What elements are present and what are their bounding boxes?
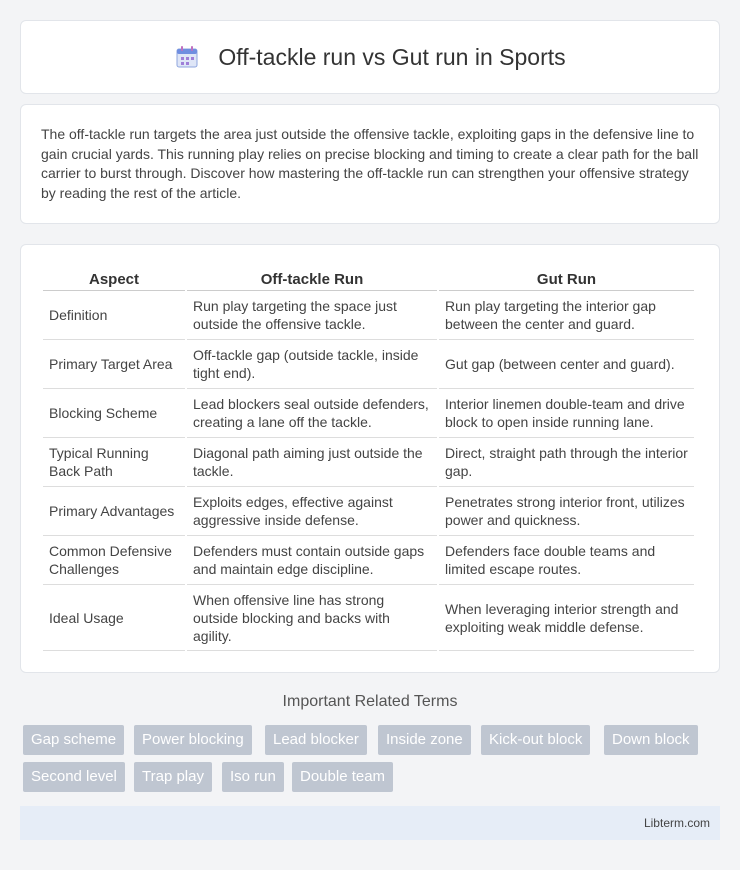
table-cell: Diagonal path aiming just outside the tackle.	[187, 438, 437, 487]
table-cell: Definition	[43, 291, 185, 340]
tag-second-level[interactable]: Second level	[23, 762, 125, 792]
header-gut: Gut Run	[439, 265, 694, 291]
tag-down-block[interactable]: Down block	[604, 725, 698, 755]
table-row	[43, 487, 694, 536]
table-cell: Common Defensive Challenges	[43, 536, 185, 585]
table-cell: Ideal Usage	[43, 585, 185, 651]
footer-link[interactable]: Libterm.com	[643, 816, 710, 830]
table-cell: Blocking Scheme	[43, 389, 185, 438]
table-cell: Direct, straight path through the interior gap.	[439, 438, 694, 487]
table-row	[43, 438, 694, 487]
table-cell: Interior linemen double-team and drive block to open inside running lane.	[439, 389, 694, 438]
table-header-row	[43, 265, 694, 291]
table-cell: Defenders face double teams and limited escape routes.	[439, 536, 694, 585]
header-aspect: Aspect	[43, 265, 185, 291]
header	[174, 44, 565, 71]
table-cell: Exploits edges, effective against aggressive inside defense.	[187, 487, 437, 536]
table-cell: Defenders must contain outside gaps and maintain edge discipline.	[187, 536, 437, 585]
tag-power-blocking[interactable]: Power blocking	[134, 725, 252, 755]
table-cell: Primary Target Area	[43, 340, 185, 389]
tag-iso-run[interactable]: Iso run	[222, 762, 284, 792]
table-row	[43, 389, 694, 438]
table-cell: Run play targeting the interior gap between the center and guard.	[439, 291, 694, 340]
table-cell: When leveraging interior strength and exploiting weak middle defense.	[439, 585, 694, 651]
footer	[20, 806, 720, 840]
table-cell: Primary Advantages	[43, 487, 185, 536]
tag-trap-play[interactable]: Trap play	[134, 762, 212, 792]
tag-double-team[interactable]: Double team	[292, 762, 393, 792]
tag-inside-zone[interactable]: Inside zone	[378, 725, 471, 755]
tag-gap-scheme[interactable]: Gap scheme	[23, 725, 124, 755]
comparison-card	[20, 244, 720, 673]
related-terms-title: Important Related Terms	[282, 693, 458, 710]
table-cell: Typical Running Back Path	[43, 438, 185, 487]
header-off-tackle: Off-tackle Run	[187, 265, 437, 291]
page-title: Off-tackle run vs Gut run in Sports	[218, 43, 566, 70]
comparison-table	[41, 265, 696, 651]
tag-kick-out-block[interactable]: Kick-out block	[481, 725, 590, 755]
intro-text: The off-tackle run targets the area just outside the offensive tackle, exploiting gaps in the defensive line to gain crucial yards. This running play relies on precise blocking and timing to create a clear path for the ball carrier to burst through. Discover how mastering the off-tackle run can strengthen your offensive strategy by reading the rest of the article.	[41, 126, 699, 201]
tag-lead-blocker[interactable]: Lead blocker	[265, 725, 367, 755]
table-row	[43, 585, 694, 651]
header-card	[20, 20, 720, 94]
intro-card	[20, 104, 720, 224]
table-row	[43, 340, 694, 389]
table-cell: When offensive line has strong outside blocking and backs with agility.	[187, 585, 437, 651]
calendar-icon	[174, 44, 200, 70]
table-cell: Off-tackle gap (outside tackle, inside tight end).	[187, 340, 437, 389]
table-row	[43, 291, 694, 340]
table-cell: Run play targeting the space just outside the offensive tackle.	[187, 291, 437, 340]
table-cell: Lead blockers seal outside defenders, creating a lane off the tackle.	[187, 389, 437, 438]
table-cell: Gut gap (between center and guard).	[439, 340, 694, 389]
table-row	[43, 536, 694, 585]
table-cell: Penetrates strong interior front, utilizes power and quickness.	[439, 487, 694, 536]
